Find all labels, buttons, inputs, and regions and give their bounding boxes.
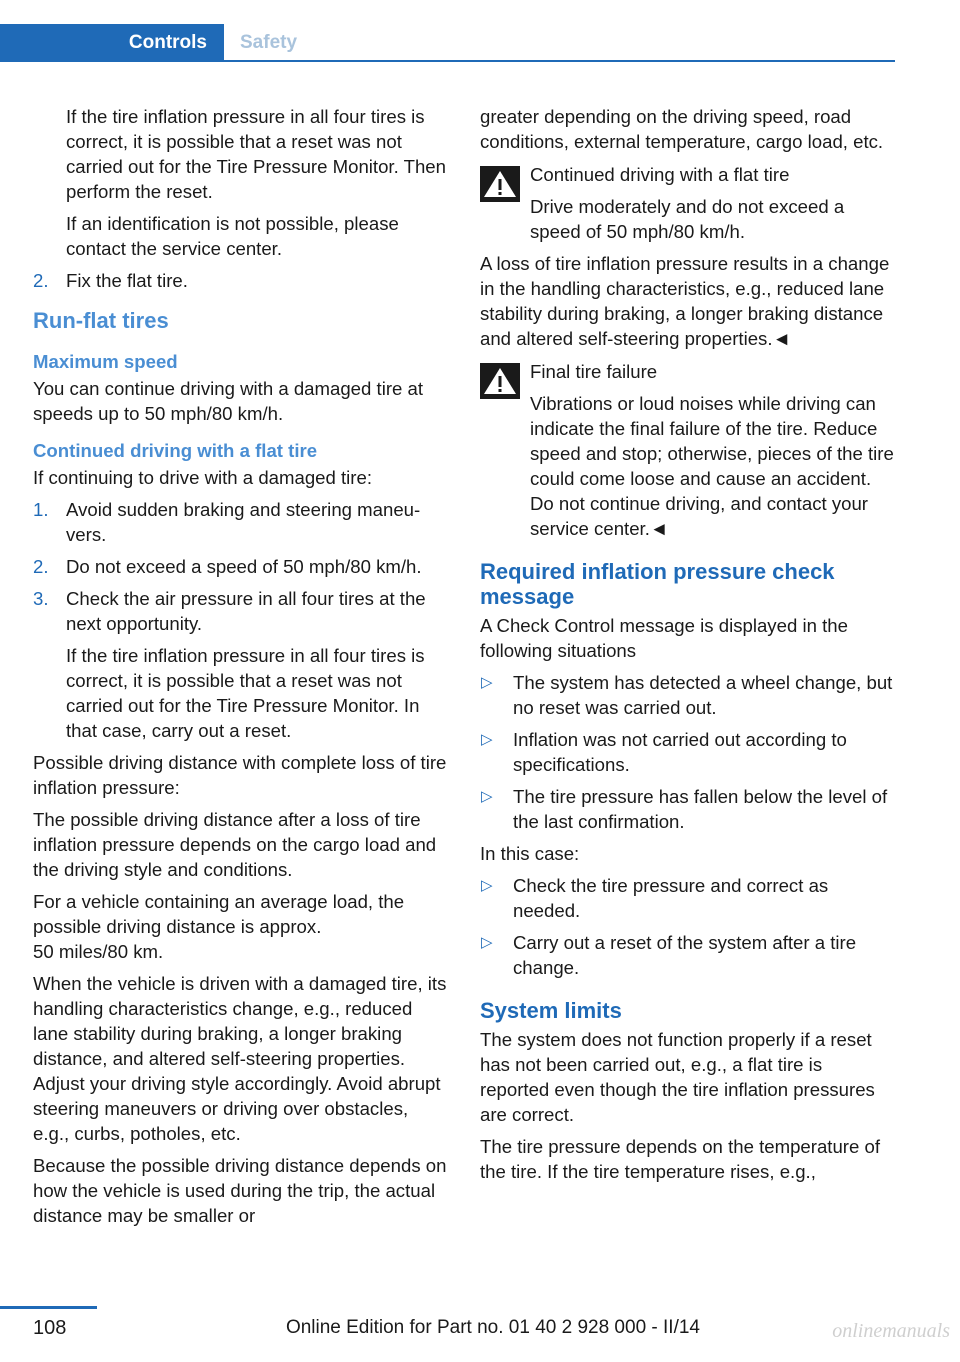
average-distance-value: 50 miles/80 km. bbox=[33, 941, 164, 962]
list-item bbox=[480, 727, 896, 777]
distance-varies-text: Because the possible driving distance depends on how the vehicle is used during the trip, the actual distance may be smaller or bbox=[33, 1155, 447, 1226]
warning-body: Vibrations or loud noises while driving can indicate the final failure of the tire. Reduce speed and stop; otherwise, pieces of the tire could come loose and cause an accident. Do not continue driving, and contact your service center.◄ bbox=[530, 393, 894, 539]
list-item-text: Check the tire pressure and correct as needed. bbox=[513, 875, 829, 921]
list-sub-note: If the tire inflation pressure in all four tires is correct, it is possible that a reset was not carried out for the Tire Pressure Monitor. In that case, carry out a reset. bbox=[66, 645, 425, 741]
list-number: 2. bbox=[33, 270, 49, 291]
section-heading-runflat: Run-flat tires bbox=[33, 308, 169, 333]
header-tabbar bbox=[0, 24, 895, 62]
triangle-bullet-icon: ▷ bbox=[481, 934, 493, 951]
warning-final-failure bbox=[480, 359, 896, 541]
list-number: 2. bbox=[33, 556, 49, 577]
tab-safety[interactable]: Safety bbox=[240, 32, 298, 53]
average-load-text: For a vehicle containing an average load, the possible driving distance is approx. bbox=[33, 891, 405, 937]
list-item-text: Do not exceed a speed of 50 mph/80 km/h. bbox=[66, 556, 422, 577]
damaged-tire-text: When the vehicle is driven with a damaged tire, its handling characteristics change, e.g., reduced lane stability during braking, a longer braking distance, and altered self-steering properties. Adjust your driving style accordingly. Avoid abrupt steering maneuvers or driving over obstacles, e.g., curbs, potholes, etc. bbox=[33, 973, 447, 1144]
warning-body: Drive moderately and do not exceed a speed of 50 mph/80 km/h. bbox=[530, 196, 845, 242]
list-item-text: The tire pressure has fallen below the level of the last confirmation. bbox=[513, 786, 888, 832]
section-heading-system-limits: System limits bbox=[480, 998, 622, 1023]
left-column bbox=[33, 104, 449, 1235]
reset-note: If the tire inflation pressure in all four tires is correct, it is possible that a reset was not carried out for the Tire Pressure Monitor. Then perform the reset. bbox=[66, 106, 446, 202]
max-speed-text: You can continue driving with a damaged tire at speeds up to 50 mph/80 km/h. bbox=[33, 378, 424, 424]
warning-triangle-icon bbox=[480, 363, 520, 399]
list-item bbox=[480, 670, 896, 720]
warning-title: Continued driving with a flat tire bbox=[530, 164, 790, 185]
list-item bbox=[33, 554, 449, 579]
list-number: 1. bbox=[33, 499, 49, 520]
list-item-text: Carry out a reset of the system after a tire change. bbox=[513, 932, 857, 978]
pressure-loss-text: A loss of tire inflation pressure results in a change in the handling characteristics, e.g., reduced lane stability during braking, a longer braking distance and altered self-steering properties.◄ bbox=[480, 253, 890, 349]
subheading-continued-driving: Continued driving with a flat tire bbox=[33, 440, 318, 461]
list-item bbox=[33, 586, 449, 636]
section-heading-required-check: Required inflation pressure check message bbox=[480, 559, 835, 609]
triangle-bullet-icon: ▷ bbox=[481, 731, 493, 748]
system-limits-text: The system does not function properly if a reset has not been carried out, e.g., a flat tire is reported even though the tire inflation pressures are correct. bbox=[480, 1029, 875, 1125]
possible-distance-text: Possible driving distance with complete loss of tire inflation pressure: bbox=[33, 752, 447, 798]
list-item-text: Check the air pressure in all four tires at the next opportunity. bbox=[66, 588, 426, 634]
triangle-bullet-icon: ▷ bbox=[481, 877, 493, 894]
list-item-text: The system has detected a wheel change, but no reset was carried out. bbox=[513, 672, 893, 718]
list-item bbox=[480, 873, 896, 923]
triangle-bullet-icon: ▷ bbox=[481, 674, 493, 691]
in-this-case-text: In this case: bbox=[480, 843, 580, 864]
subheading-max-speed: Maximum speed bbox=[33, 351, 178, 372]
list-item bbox=[480, 930, 896, 980]
check-control-text: A Check Control message is displayed in the following situations bbox=[480, 615, 848, 661]
footer-rule bbox=[0, 1306, 97, 1309]
watermark: onlinemanuals bbox=[832, 1320, 950, 1342]
triangle-bullet-icon: ▷ bbox=[481, 788, 493, 805]
list-item bbox=[480, 784, 896, 834]
list-number: 3. bbox=[33, 588, 49, 609]
tab-controls[interactable]: Controls bbox=[0, 24, 224, 62]
page-number: 108 bbox=[33, 1317, 67, 1339]
list-item-text: Inflation was not carried out according to specifications. bbox=[513, 729, 847, 775]
edition-info: Online Edition for Part no. 01 40 2 928 000 - II/14 bbox=[285, 1317, 700, 1338]
list-item bbox=[33, 497, 449, 547]
distance-depends-text: The possible driving distance after a loss of tire inflation pressure depends on the cargo load and the driving style and conditions. bbox=[33, 809, 437, 880]
warning-triangle-icon bbox=[480, 166, 520, 202]
identification-note: If an identification is not possible, please contact the service center. bbox=[66, 213, 399, 259]
temperature-text: The tire pressure depends on the temperature of the tire. If the tire temperature rises, e.g., bbox=[480, 1136, 881, 1182]
distance-continued-text: greater depending on the driving speed, road conditions, external temperature, cargo load, etc. bbox=[480, 106, 884, 152]
continued-intro: If continuing to drive with a damaged tire: bbox=[33, 467, 373, 488]
list-item-text: Avoid sudden braking and steering maneuvers. bbox=[66, 499, 421, 545]
list-item bbox=[33, 268, 449, 293]
right-column bbox=[480, 104, 896, 1191]
warning-flat-tire bbox=[480, 162, 896, 244]
list-item-text: Fix the flat tire. bbox=[66, 270, 188, 291]
warning-title: Final tire failure bbox=[530, 361, 658, 382]
